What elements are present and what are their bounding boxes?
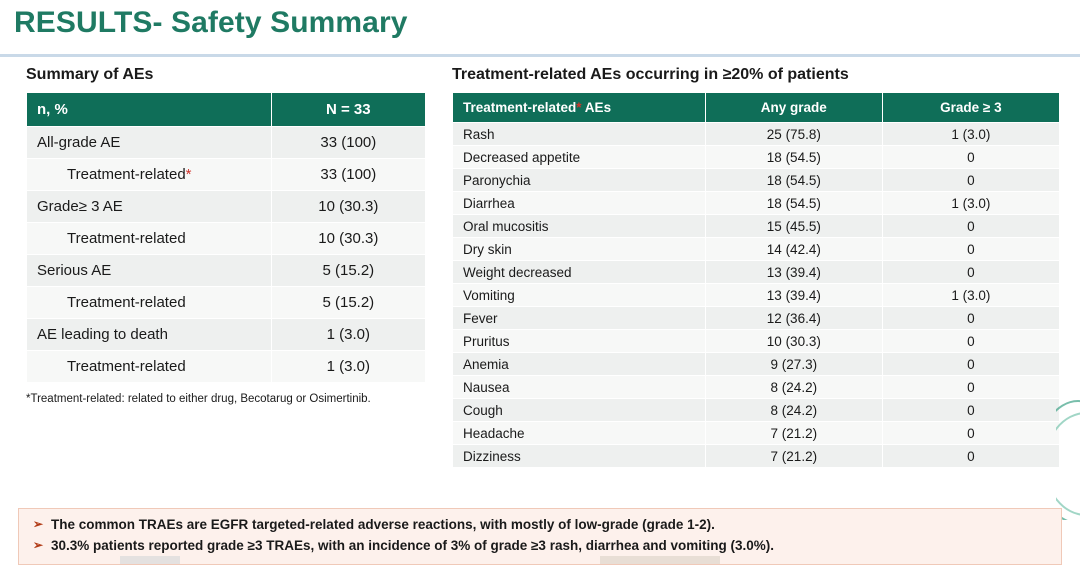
ae-any-grade: 8 (24.2): [705, 376, 882, 399]
ae-any-grade: 14 (42.4): [705, 238, 882, 261]
ae-name: Oral mucositis: [453, 215, 706, 238]
ae-name: Rash: [453, 123, 706, 146]
ae-name: Anemia: [453, 353, 706, 376]
ae-grade3: 0: [882, 422, 1059, 445]
table-row: [453, 422, 1060, 445]
ae-name: Weight decreased: [453, 261, 706, 284]
table-row: [453, 261, 1060, 284]
callout-line-text: The common TRAEs are EGFR targeted-related adverse reactions, with mostly of low-grade (grade 1-2).: [51, 517, 715, 532]
arrow-bullet-icon: ➢: [33, 517, 44, 531]
summary-of-aes-panel: [26, 66, 426, 405]
table-row: [27, 159, 426, 191]
callout-line-text: 30.3% patients reported grade ≥3 TRAEs, with an incidence of 3% of grade ≥3 rash, diarrhea and vomiting (3.0%).: [51, 537, 774, 553]
row-label: Treatment-related: [27, 351, 272, 383]
row-label: Treatment-related: [27, 287, 272, 319]
summary-of-aes-table: [26, 92, 426, 383]
left-panel-footnote: *Treatment-related: related to either drug, Becotarug or Osimertinib.: [26, 393, 371, 405]
arc-shape: [1056, 412, 1080, 516]
ae-any-grade: 9 (27.3): [705, 353, 882, 376]
ae-grade3: 0: [882, 146, 1059, 169]
list-item: [29, 536, 1051, 557]
ae-grade3: 0: [882, 353, 1059, 376]
column-header-ae-prefix: Treatment-related: [463, 100, 577, 115]
ae-table-body: [453, 123, 1060, 468]
left-panel-heading: Summary of AEs: [26, 66, 154, 83]
table-row: [27, 319, 426, 351]
ae-name: Dry skin: [453, 238, 706, 261]
ae-grade3: 0: [882, 376, 1059, 399]
table-row: [27, 223, 426, 255]
table-row: [453, 307, 1060, 330]
ae-name: Pruritus: [453, 330, 706, 353]
ae-name: Decreased appetite: [453, 146, 706, 169]
ae-any-grade: 18 (54.5): [705, 146, 882, 169]
table-row: [453, 169, 1060, 192]
ae-name: Dizziness: [453, 445, 706, 468]
table-row: [453, 192, 1060, 215]
table-row: [453, 146, 1060, 169]
ae-any-grade: 18 (54.5): [705, 192, 882, 215]
row-label: AE leading to death: [27, 319, 272, 351]
ae-any-grade: 8 (24.2): [705, 399, 882, 422]
treatment-related-aes-panel: [452, 66, 1060, 468]
ae-grade3: 0: [882, 261, 1059, 284]
column-header-ae: [453, 93, 706, 123]
table-row: [453, 284, 1060, 307]
asterisk-marker: *: [185, 166, 192, 183]
row-label-text: Treatment-related: [67, 166, 186, 183]
ae-name: Cough: [453, 399, 706, 422]
ae-grade3: 0: [882, 399, 1059, 422]
row-label: Serious AE: [27, 255, 272, 287]
table-row: [453, 376, 1060, 399]
ae-name: Paronychia: [453, 169, 706, 192]
table-header-row: [27, 93, 426, 127]
ae-grade3: 0: [882, 238, 1059, 261]
ae-any-grade: 13 (39.4): [705, 261, 882, 284]
column-header-grade-3: Grade ≥ 3: [882, 93, 1059, 123]
ae-name: Vomiting: [453, 284, 706, 307]
summary-table-body: [27, 127, 426, 383]
ae-any-grade: 18 (54.5): [705, 169, 882, 192]
table-row: [453, 445, 1060, 468]
page-edge-artifact: [120, 556, 180, 564]
row-value: 33 (100): [271, 127, 425, 159]
row-value: 10 (30.3): [271, 223, 425, 255]
list-item: [29, 515, 1051, 536]
ae-grade3: 0: [882, 169, 1059, 192]
row-label: Grade≥ 3 AE: [27, 191, 272, 223]
title-divider: [0, 54, 1080, 57]
row-value: 10 (30.3): [271, 191, 425, 223]
ae-grade3: 0: [882, 307, 1059, 330]
table-row: [453, 353, 1060, 376]
column-header-n33: N = 33: [271, 93, 425, 127]
ae-grade3: 0: [882, 445, 1059, 468]
ae-name: Nausea: [453, 376, 706, 399]
ae-grade3: 1 (3.0): [882, 123, 1059, 146]
table-row: [453, 215, 1060, 238]
arrow-bullet-icon: ➢: [33, 537, 44, 552]
treatment-related-aes-table: [452, 92, 1060, 468]
ae-grade3: 0: [882, 330, 1059, 353]
ae-any-grade: 7 (21.2): [705, 422, 882, 445]
ae-any-grade: 12 (36.4): [705, 307, 882, 330]
asterisk-marker: *: [576, 100, 582, 115]
row-value: 1 (3.0): [271, 351, 425, 383]
ae-any-grade: 10 (30.3): [705, 330, 882, 353]
table-row: [27, 287, 426, 319]
row-label: All-grade AE: [27, 127, 272, 159]
table-row: [27, 191, 426, 223]
ae-name: Headache: [453, 422, 706, 445]
table-row: [453, 330, 1060, 353]
decorative-arcs: [1056, 400, 1080, 520]
row-label: [27, 159, 272, 191]
table-row: [27, 255, 426, 287]
row-label: Treatment-related: [27, 223, 272, 255]
ae-any-grade: 13 (39.4): [705, 284, 882, 307]
row-value: 5 (15.2): [271, 255, 425, 287]
ae-name: Fever: [453, 307, 706, 330]
column-header-ae-suffix: AEs: [581, 100, 612, 115]
page-edge-artifact: [600, 556, 720, 564]
row-value: 5 (15.2): [271, 287, 425, 319]
row-value: 33 (100): [271, 159, 425, 191]
table-row: [27, 351, 426, 383]
column-header-n-percent: n, %: [27, 93, 272, 127]
row-value: 1 (3.0): [271, 319, 425, 351]
table-row: [453, 123, 1060, 146]
table-row: [27, 127, 426, 159]
ae-grade3: 1 (3.0): [882, 192, 1059, 215]
page-title: RESULTS- Safety Summary: [14, 6, 408, 39]
column-header-any-grade: Any grade: [705, 93, 882, 123]
ae-any-grade: 7 (21.2): [705, 445, 882, 468]
ae-grade3: 0: [882, 215, 1059, 238]
ae-name: Diarrhea: [453, 192, 706, 215]
ae-grade3: 1 (3.0): [882, 284, 1059, 307]
table-header-row: [453, 93, 1060, 123]
right-panel-heading: Treatment-related AEs occurring in ≥20% of patients: [452, 66, 849, 83]
table-row: [453, 238, 1060, 261]
ae-any-grade: 25 (75.8): [705, 123, 882, 146]
table-row: [453, 399, 1060, 422]
ae-any-grade: 15 (45.5): [705, 215, 882, 238]
